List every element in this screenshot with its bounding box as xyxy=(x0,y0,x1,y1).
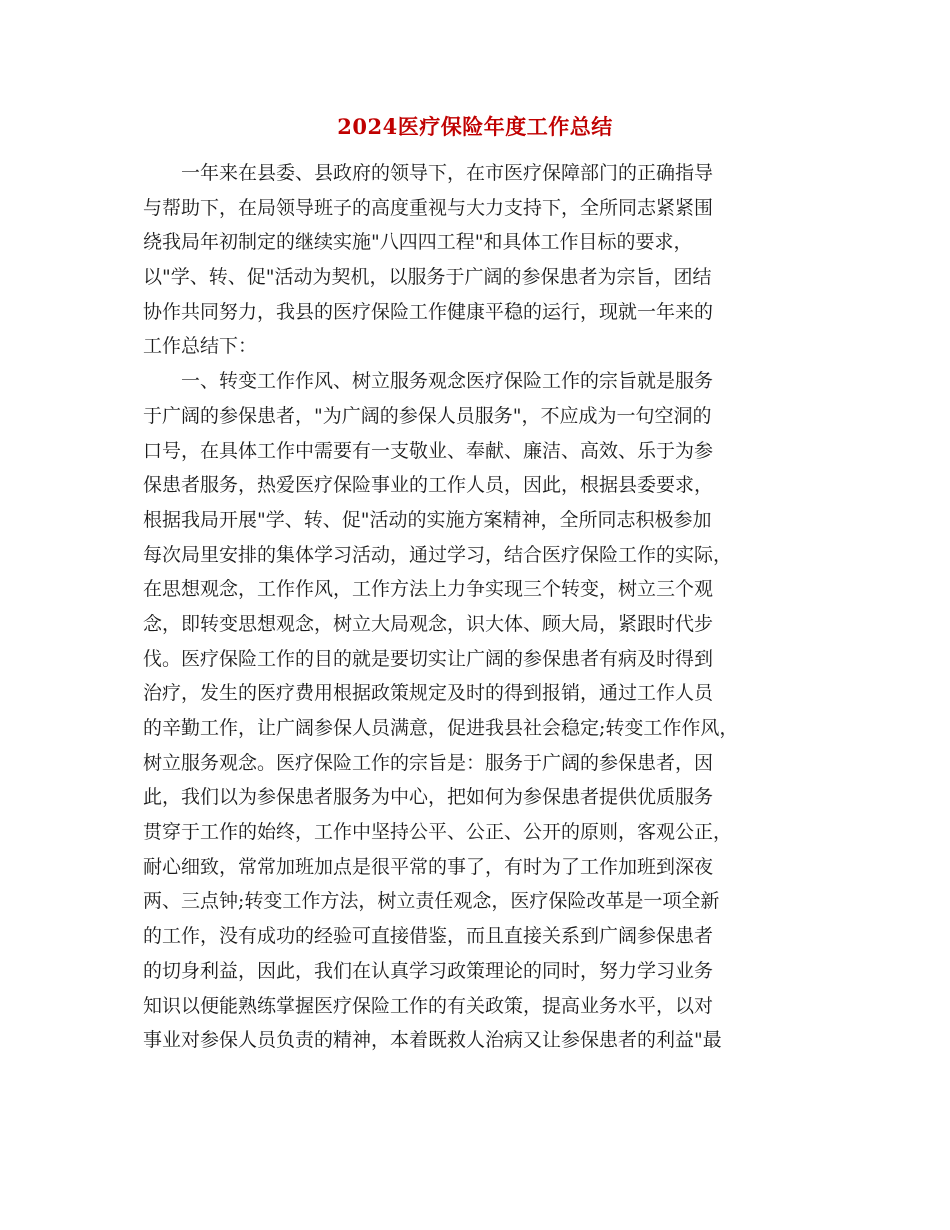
body-text-line: 知识以便能熟练掌握医疗保险工作的有关政策，提高业务水平，以对 xyxy=(143,994,714,1017)
body-text-line: 耐心细致，常常加班加点是很平常的事了，有时为了工作加班到深夜 xyxy=(143,855,714,878)
body-text-line: 工作总结下： xyxy=(143,335,258,358)
body-text-line: 以"学、转、促"活动为契机，以服务于广阔的参保患者为宗旨，团结 xyxy=(143,266,712,289)
body-text-line: 贯穿于工作的始终，工作中坚持公平、公正、公开的原则，客观公正， xyxy=(143,821,733,844)
body-text-line: 的工作，没有成功的经验可直接借鉴，而且直接关系到广阔参保患者 xyxy=(143,925,714,948)
body-text-line: 两、三点钟;转变工作方法，树立责任观念，医疗保险改革是一项全新 xyxy=(143,890,720,913)
body-text-line: 的辛勤工作，让广阔参保人员满意，促进我县社会稳定;转变工作作风， xyxy=(143,717,739,739)
body-text-line: 绕我局年初制定的继续实施"八四四工程"和具体工作目标的要求， xyxy=(143,231,693,254)
body-text-line: 每次局里安排的集体学习活动，通过学习，结合医疗保险工作的实际， xyxy=(143,543,733,566)
body-text-line: 协作共同努力，我县的医疗保险工作健康平稳的运行，现就一年来的 xyxy=(143,300,714,323)
body-text-line: 口号，在具体工作中需要有一支敬业、奉献、廉洁、高效、乐于为参 xyxy=(143,439,714,462)
document-title: 2024医疗保险年度工作总结 xyxy=(337,114,613,139)
document-body xyxy=(143,156,823,1058)
body-text-line: 与帮助下，在局领导班子的高度重视与大力支持下，全所同志紧紧围 xyxy=(143,196,714,219)
body-text-line: 根据我局开展"学、转、促"活动的实施方案精神，全所同志积极参加 xyxy=(143,508,712,531)
body-text-line: 在思想观念，工作作风，工作方法上力争实现三个转变，树立三个观 xyxy=(143,578,714,601)
body-text-line: 的切身利益，因此，我们在认真学习政策理论的同时，努力学习业务 xyxy=(143,959,714,982)
body-text-line: 保患者服务，热爱医疗保险事业的工作人员，因此，根据县委要求， xyxy=(143,474,714,497)
body-text-line: 此，我们以为参保患者服务为中心，把如何为参保患者提供优质服务 xyxy=(143,786,714,809)
body-text-line: 治疗，发生的医疗费用根据政策规定及时的得到报销，通过工作人员 xyxy=(143,682,714,705)
body-text-line: 一、转变工作作风、树立服务观念医疗保险工作的宗旨就是服务 xyxy=(181,370,714,393)
body-text-line: 事业对参保人员负责的精神，本着既救人治病又让参保患者的利益"最 xyxy=(143,1029,722,1052)
body-text-line: 念，即转变思想观念，树立大局观念，识大体、顾大局，紧跟时代步 xyxy=(143,612,714,635)
body-text-line: 伐。医疗保险工作的目的就是要切实让广阔的参保患者有病及时得到 xyxy=(143,647,714,670)
body-text-line: 于广阔的参保患者，"为广阔的参保人员服务"，不应成为一句空洞的 xyxy=(143,404,712,427)
body-text-line: 树立服务观念。医疗保险工作的宗旨是：服务于广阔的参保患者，因 xyxy=(143,751,714,774)
body-text-line: 一年来在县委、县政府的领导下，在市医疗保障部门的正确指导 xyxy=(181,162,714,184)
